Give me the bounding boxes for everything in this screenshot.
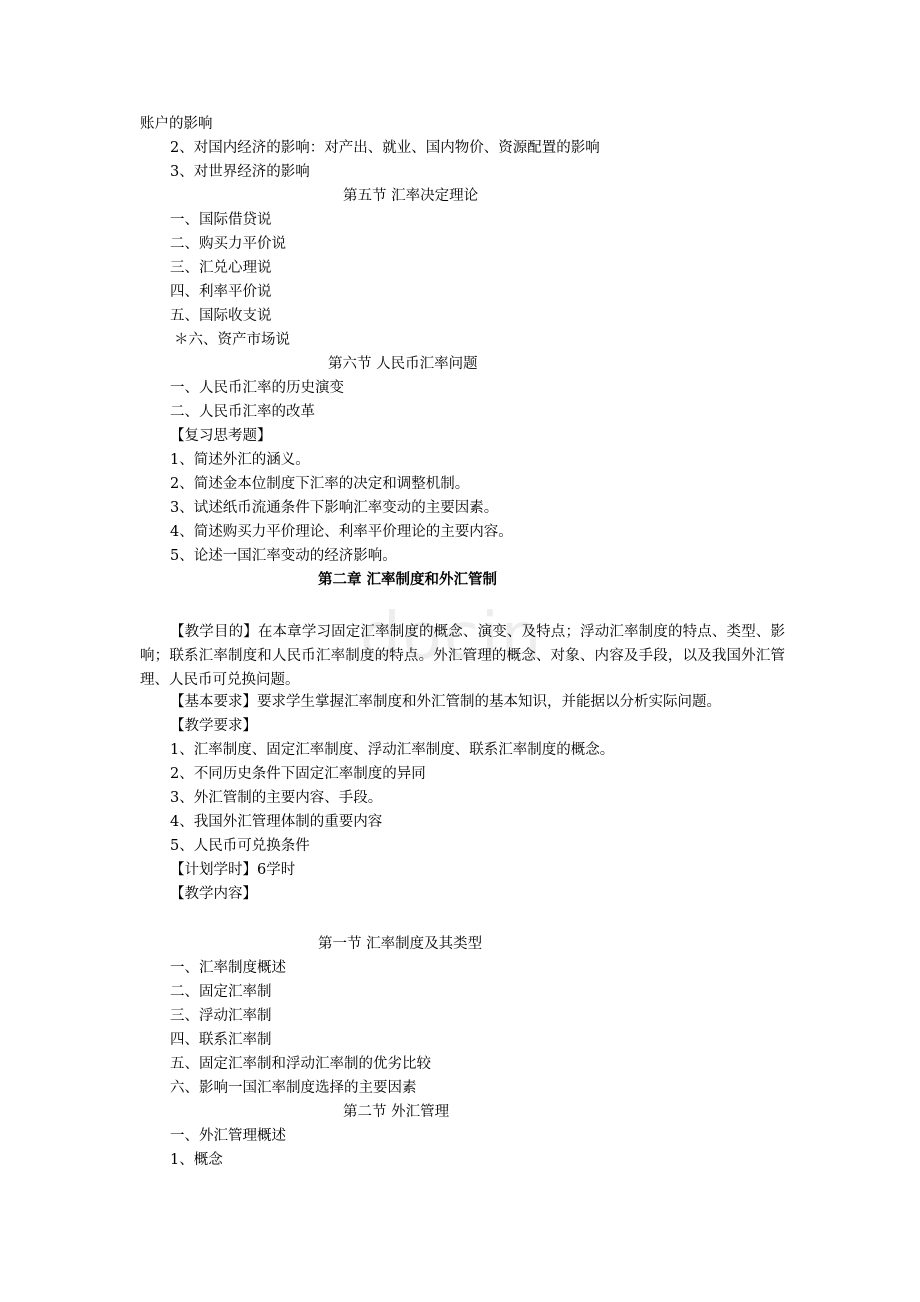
list-item: 二、人民币汇率的改革 bbox=[170, 404, 315, 420]
list-item: 五、固定汇率制和浮动汇率制的优劣比较 bbox=[170, 1056, 431, 1072]
list-item: 四、联系汇率制 bbox=[170, 1032, 272, 1048]
section-heading: 第二节 外汇管理 bbox=[343, 1104, 450, 1120]
text-line: 账户的影响 bbox=[140, 116, 213, 132]
block-label: 【复习思考题】 bbox=[170, 428, 272, 444]
list-item: 三、浮动汇率制 bbox=[170, 1008, 272, 1024]
list-item: 5、人民币可兑换条件 bbox=[170, 838, 310, 854]
objective-paragraph: 【教学目的】在本章学习固定汇率制度的概念、演变、及特点；浮动汇率制度的特点、类型、影响；联系汇率制度和人民币汇率制度的特点。外汇管理的概念、对象、内容及手段，以及我国外汇管理、人民币可兑换问题。 bbox=[140, 624, 785, 688]
list-item: 1、汇率制度、固定汇率制度、浮动汇率制度、联系汇率制度的概念。 bbox=[170, 742, 615, 758]
text-line: 2、对国内经济的影响：对产出、就业、国内物价、资源配置的影响 bbox=[170, 140, 600, 156]
list-item: 2、不同历史条件下固定汇率制度的异同 bbox=[170, 766, 426, 782]
block-label: 【基本要求】要求学生掌握汇率制度和外汇管制的基本知识，并能据以分析实际问题。 bbox=[170, 694, 721, 710]
list-item: 三、汇兑心理说 bbox=[170, 260, 272, 276]
list-item: 3、外汇管制的主要内容、手段。 bbox=[170, 790, 383, 806]
block-label: 【教学要求】 bbox=[170, 718, 257, 734]
watermark: docin bbox=[360, 600, 544, 674]
list-item: ＊六、资产市场说 bbox=[174, 332, 290, 348]
text-line: 3、对世界经济的影响 bbox=[170, 164, 310, 180]
list-item: 六、影响一国汇率制度选择的主要因素 bbox=[170, 1080, 417, 1096]
chapter-heading: 第二章 汇率制度和外汇管制 bbox=[318, 571, 498, 588]
list-item: 一、外汇管理概述 bbox=[170, 1128, 286, 1144]
list-item: 五、国际收支说 bbox=[170, 308, 272, 324]
block-label: 【教学内容】 bbox=[170, 886, 257, 902]
list-item: 1、概念 bbox=[170, 1152, 223, 1168]
list-item: 5、论述一国汇率变动的经济影响。 bbox=[170, 548, 397, 564]
list-item: 一、国际借贷说 bbox=[170, 212, 272, 228]
list-item: 2、简述金本位制度下汇率的决定和调整机制。 bbox=[170, 476, 470, 492]
list-item: 一、人民币汇率的历史演变 bbox=[170, 380, 344, 396]
section-heading: 第六节 人民币汇率问题 bbox=[328, 356, 478, 372]
list-item: 一、汇率制度概述 bbox=[170, 960, 286, 976]
list-item: 1、简述外汇的涵义。 bbox=[170, 452, 310, 468]
section-heading: 第一节 汇率制度及其类型 bbox=[318, 936, 483, 952]
list-item: 四、利率平价说 bbox=[170, 284, 272, 300]
list-item: 4、简述购买力平价理论、利率平价理论的主要内容。 bbox=[170, 524, 513, 540]
block-label: 【计划学时】6学时 bbox=[170, 862, 296, 878]
list-item: 二、购买力平价说 bbox=[170, 236, 286, 252]
list-item: 4、我国外汇管理体制的重要内容 bbox=[170, 814, 383, 830]
list-item: 二、固定汇率制 bbox=[170, 984, 272, 1000]
section-heading: 第五节 汇率决定理论 bbox=[343, 188, 479, 204]
list-item: 3、试述纸币流通条件下影响汇率变动的主要因素。 bbox=[170, 500, 499, 516]
